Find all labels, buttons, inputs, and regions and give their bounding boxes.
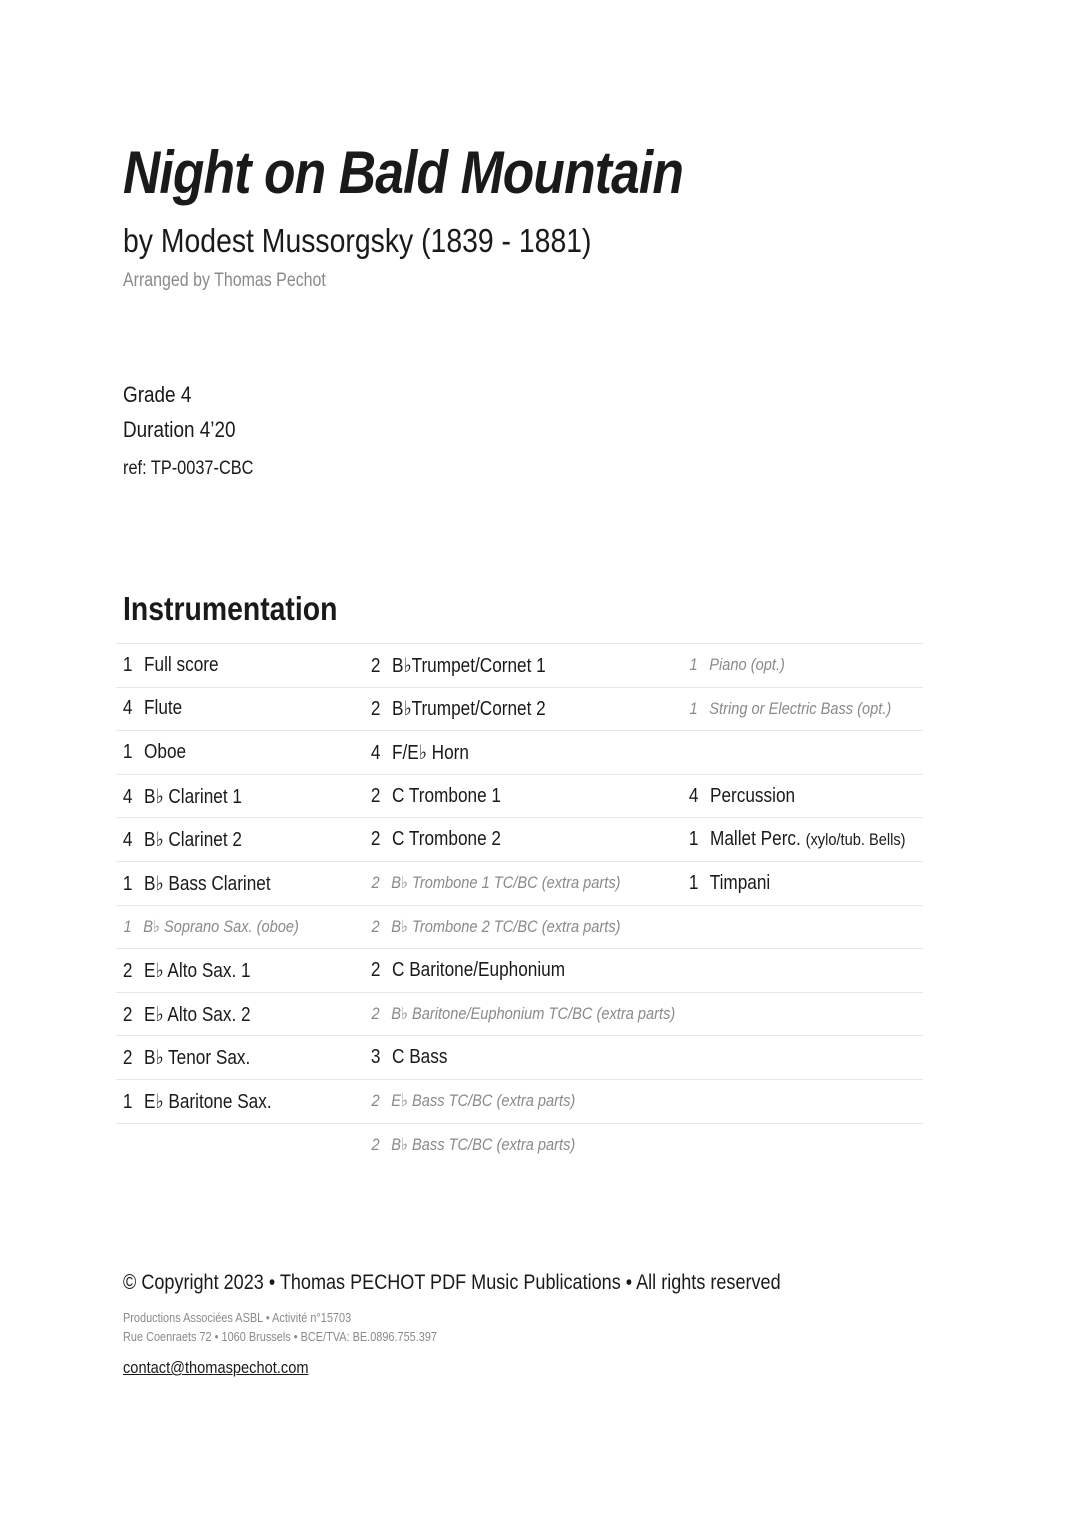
table-row xyxy=(116,687,923,731)
instrument-note: (xylo/tub. Bells) xyxy=(805,830,906,850)
instrument-name: B♭ Clarinet 1 xyxy=(144,785,242,808)
instrument-name: C Trombone 2 xyxy=(392,828,501,851)
instrument-quantity: 1 xyxy=(689,698,698,718)
table-cell xyxy=(364,1123,682,1166)
instrument-name: B♭Trumpet/Cornet 2 xyxy=(392,698,546,721)
instrument-entry xyxy=(116,1002,251,1027)
reference-code: ref: TP-0037-CBC xyxy=(123,458,254,479)
instrument-quantity: 2 xyxy=(370,654,381,677)
instrument-quantity: 1 xyxy=(688,828,699,851)
instrument-quantity: 4 xyxy=(122,697,133,720)
instrument-entry xyxy=(364,1004,675,1024)
instrument-entry xyxy=(364,828,501,851)
instrument-quantity: 2 xyxy=(371,1134,380,1154)
instrument-name: B♭Trumpet/Cornet 1 xyxy=(392,654,546,677)
table-cell xyxy=(364,644,682,688)
instrument-entry xyxy=(364,1135,575,1155)
table-cell xyxy=(116,861,364,905)
table-cell xyxy=(682,774,923,818)
instrument-entry xyxy=(364,785,501,808)
instrument-name: Percussion xyxy=(710,784,796,807)
instrument-entry xyxy=(682,828,906,851)
table-cell xyxy=(116,818,364,862)
publisher-info: Productions Associées ASBL • Activité n°15703 xyxy=(123,1310,352,1325)
table-cell xyxy=(682,1079,923,1123)
instrument-quantity: 2 xyxy=(122,1047,133,1070)
instrument-entry xyxy=(116,827,242,852)
instrument-quantity: 2 xyxy=(371,1004,380,1024)
instrument-name: Full score xyxy=(144,653,219,676)
table-cell xyxy=(682,818,923,862)
instrument-name: Piano (opt.) xyxy=(709,655,785,675)
instrument-quantity: 1 xyxy=(122,872,133,895)
instrument-entry xyxy=(364,959,565,982)
instrument-name: B♭ Baritone/Euphonium TC/BC (extra parts) xyxy=(391,1004,676,1024)
table-row xyxy=(116,731,923,775)
instrument-entry xyxy=(116,1045,250,1070)
table-row xyxy=(116,1123,923,1166)
table-cell xyxy=(364,774,682,818)
table-cell xyxy=(116,949,364,993)
instrument-name: B♭ Soprano Sax. (oboe) xyxy=(143,916,299,936)
table-cell xyxy=(116,1036,364,1080)
instrument-entry xyxy=(116,1089,272,1114)
instrument-entry xyxy=(364,696,546,721)
table-cell xyxy=(116,774,364,818)
instrument-entry xyxy=(682,785,795,808)
instrument-quantity: 1 xyxy=(688,871,699,894)
duration-label: Duration 4’20 xyxy=(123,417,236,442)
instrumentation-table xyxy=(116,643,923,1166)
instrument-name: Mallet Perc. xyxy=(710,828,801,851)
instrument-name: B♭ Trombone 2 TC/BC (extra parts) xyxy=(391,916,621,936)
table-row xyxy=(116,992,923,1036)
instrument-name: B♭ Tenor Sax. xyxy=(144,1047,251,1070)
table-cell xyxy=(116,992,364,1036)
instrument-name: String or Electric Bass (opt.) xyxy=(709,698,892,718)
instrument-entry xyxy=(364,1091,575,1111)
table-row xyxy=(116,949,923,993)
instrument-quantity: 2 xyxy=(370,784,381,807)
grade-label: Grade 4 xyxy=(123,382,192,407)
table-cell xyxy=(116,644,364,688)
table-cell xyxy=(116,1123,364,1166)
instrument-entry xyxy=(116,741,186,764)
instrument-entry xyxy=(364,653,546,678)
instrument-quantity: 2 xyxy=(370,958,381,981)
instrument-name: F/E♭ Horn xyxy=(392,741,469,764)
arranger-line: Arranged by Thomas Pechot xyxy=(123,270,326,291)
instrument-quantity: 2 xyxy=(370,698,381,721)
instrument-quantity: 2 xyxy=(371,873,380,893)
table-cell xyxy=(364,992,682,1036)
page-title: Night on Bald Mountain xyxy=(123,139,684,206)
instrument-name: Oboe xyxy=(144,740,187,763)
instrument-quantity: 4 xyxy=(688,784,699,807)
table-cell xyxy=(682,1036,923,1080)
instrument-entry xyxy=(364,917,621,937)
instrument-quantity: 2 xyxy=(371,916,380,936)
table-cell xyxy=(364,818,682,862)
instrument-entry xyxy=(116,958,251,983)
instrument-quantity: 4 xyxy=(370,741,381,764)
instrument-name: C Bass xyxy=(392,1046,448,1069)
instrument-entry xyxy=(116,917,299,937)
table-cell xyxy=(682,949,923,993)
table-cell xyxy=(682,644,923,688)
instrument-entry xyxy=(682,699,891,719)
table-cell xyxy=(682,1123,923,1166)
table-cell xyxy=(116,687,364,731)
instrumentation-heading: Instrumentation xyxy=(123,590,338,627)
instrument-name: C Trombone 1 xyxy=(392,784,501,807)
table-cell xyxy=(682,905,923,949)
table-cell xyxy=(116,731,364,775)
composer-line: by Modest Mussorgsky (1839 - 1881) xyxy=(123,222,592,259)
instrument-name: B♭ Bass Clarinet xyxy=(144,872,271,895)
table-cell xyxy=(682,731,923,775)
table-cell xyxy=(364,905,682,949)
table-row xyxy=(116,1036,923,1080)
table-row xyxy=(116,644,923,688)
table-cell xyxy=(364,1036,682,1080)
instrument-entry xyxy=(116,697,182,720)
table-row xyxy=(116,905,923,949)
instrument-name: B♭ Clarinet 2 xyxy=(144,829,242,852)
table-cell xyxy=(682,687,923,731)
table-cell xyxy=(364,1079,682,1123)
copyright-notice: © Copyright 2023 • Thomas PECHOT PDF Music Publications • All rights reserved xyxy=(123,1271,781,1294)
table-row xyxy=(116,861,923,905)
instrument-entry xyxy=(364,1046,447,1069)
instrument-entry xyxy=(364,873,621,893)
table-cell xyxy=(364,949,682,993)
instrument-entry xyxy=(364,740,469,765)
instrument-name: E♭ Alto Sax. 1 xyxy=(144,959,251,982)
instrument-quantity: 1 xyxy=(123,916,132,936)
instrument-entry xyxy=(682,655,785,675)
table-cell xyxy=(116,1079,364,1123)
instrument-name: E♭ Bass TC/BC (extra parts) xyxy=(391,1091,576,1111)
instrument-quantity: 1 xyxy=(122,740,133,763)
instrument-quantity: 2 xyxy=(370,828,381,851)
instrument-quantity: 1 xyxy=(122,653,133,676)
contact-email-link[interactable]: contact@thomaspechot.com xyxy=(123,1358,309,1377)
instrument-entry xyxy=(116,654,219,677)
instrument-name: E♭ Alto Sax. 2 xyxy=(144,1003,251,1026)
table-row xyxy=(116,1079,923,1123)
table-cell xyxy=(682,861,923,905)
instrument-quantity: 4 xyxy=(122,785,133,808)
table-cell xyxy=(364,731,682,775)
instrument-quantity: 2 xyxy=(122,1003,133,1026)
instrument-quantity: 3 xyxy=(370,1046,381,1069)
instrument-name: E♭ Baritone Sax. xyxy=(144,1090,272,1113)
instrument-entry xyxy=(682,872,770,895)
instrument-quantity: 2 xyxy=(122,959,133,982)
instrument-name: B♭ Bass TC/BC (extra parts) xyxy=(391,1134,576,1154)
instrument-quantity: 4 xyxy=(122,829,133,852)
table-cell xyxy=(364,861,682,905)
instrument-quantity: 1 xyxy=(122,1090,133,1113)
table-cell xyxy=(682,992,923,1036)
instrument-name: B♭ Trombone 1 TC/BC (extra parts) xyxy=(391,873,621,893)
instrument-quantity: 2 xyxy=(371,1091,380,1111)
table-cell xyxy=(116,905,364,949)
publisher-address: Rue Coenraets 72 • 1060 Brussels • BCE/TVA: BE.0896.755.397 xyxy=(123,1329,438,1344)
instrument-name: Flute xyxy=(144,697,183,720)
table-row xyxy=(116,818,923,862)
table-row xyxy=(116,774,923,818)
instrument-name: C Baritone/Euphonium xyxy=(392,958,566,981)
table-cell xyxy=(364,687,682,731)
instrument-quantity: 1 xyxy=(689,655,698,675)
instrument-name: Timpani xyxy=(709,871,771,894)
instrument-entry xyxy=(116,871,271,896)
instrument-entry xyxy=(116,784,242,809)
